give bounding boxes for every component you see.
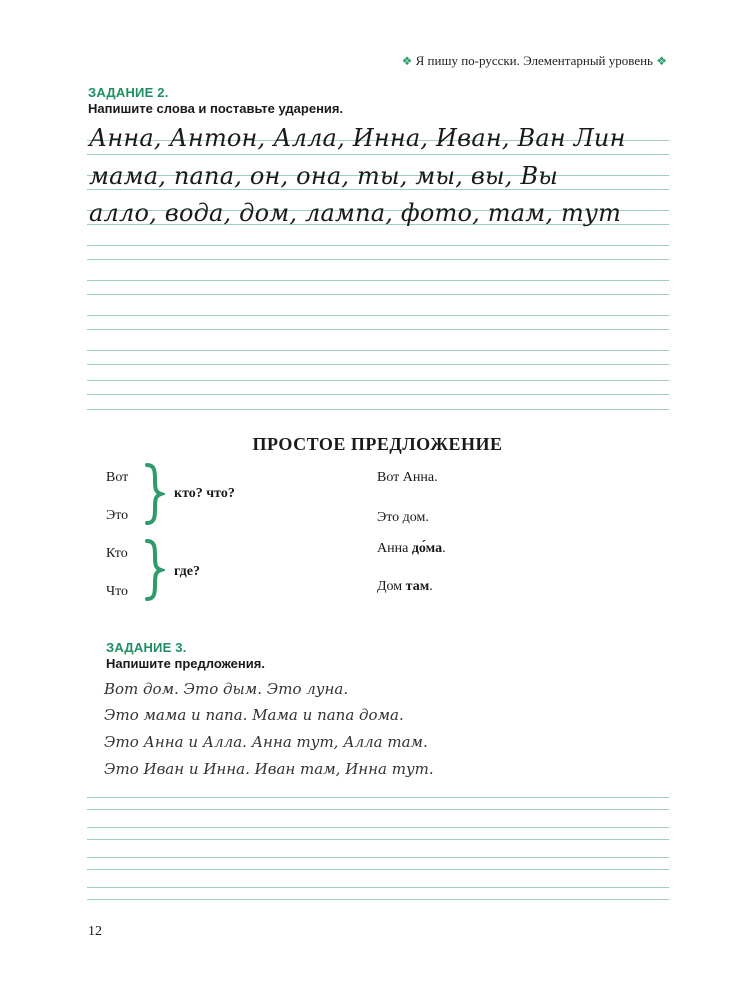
section-title: ПРОСТОЕ ПРЕДЛОЖЕНИЕ — [252, 434, 503, 454]
group2-question: где? — [174, 564, 200, 579]
task3-line-4: Это Иван и Инна. Иван там, Инна тут. — [104, 760, 434, 778]
task2-title: ЗАДАНИЕ 2. — [88, 85, 169, 100]
brace-icon — [141, 538, 165, 602]
page-number: 12 — [88, 924, 102, 939]
group1-example-1: Вот Анна. — [377, 470, 438, 485]
group1-question: кто? что? — [174, 486, 235, 501]
task3-line-1: Вот дом. Это дым. Это луна. — [104, 680, 349, 698]
group2-word-1: Кто — [106, 546, 128, 561]
group2-example-2: Дом там. — [377, 579, 433, 594]
task3-title: ЗАДАНИЕ 3. — [106, 640, 187, 655]
header-title: Я пишу по-русски. Элементарный уровень — [415, 53, 653, 68]
task2-instruction: Напишите слова и поставьте ударения. — [88, 101, 344, 116]
brace-icon — [141, 462, 165, 526]
task3-line-3: Это Анна и Алла. Анна тут, Алла там. — [104, 733, 428, 751]
task2-line-3: алло, вода, дом, лампа, фото, там, тут — [89, 199, 622, 227]
task3-writing-lines — [87, 795, 669, 905]
group2-example-1: Анна до́ма. — [377, 541, 446, 556]
group1-word-1: Вот — [106, 470, 129, 485]
diamond-icon: ❖ — [656, 54, 667, 68]
task3-instruction: Напишите предложения. — [106, 656, 265, 671]
group2-word-2: Что — [106, 584, 129, 599]
group1-word-2: Это — [106, 508, 129, 523]
running-header — [402, 53, 667, 69]
task2-line-2: мама, папа, он, она, ты, мы, вы, Вы — [89, 162, 559, 190]
group1-example-2: Это дом. — [377, 510, 429, 525]
task2-line-1: Анна, Антон, Алла, Инна, Иван, Ван Лин — [89, 124, 626, 152]
task3-line-2: Это мама и папа. Мама и папа дома. — [104, 706, 404, 724]
diamond-icon: ❖ — [401, 54, 413, 68]
